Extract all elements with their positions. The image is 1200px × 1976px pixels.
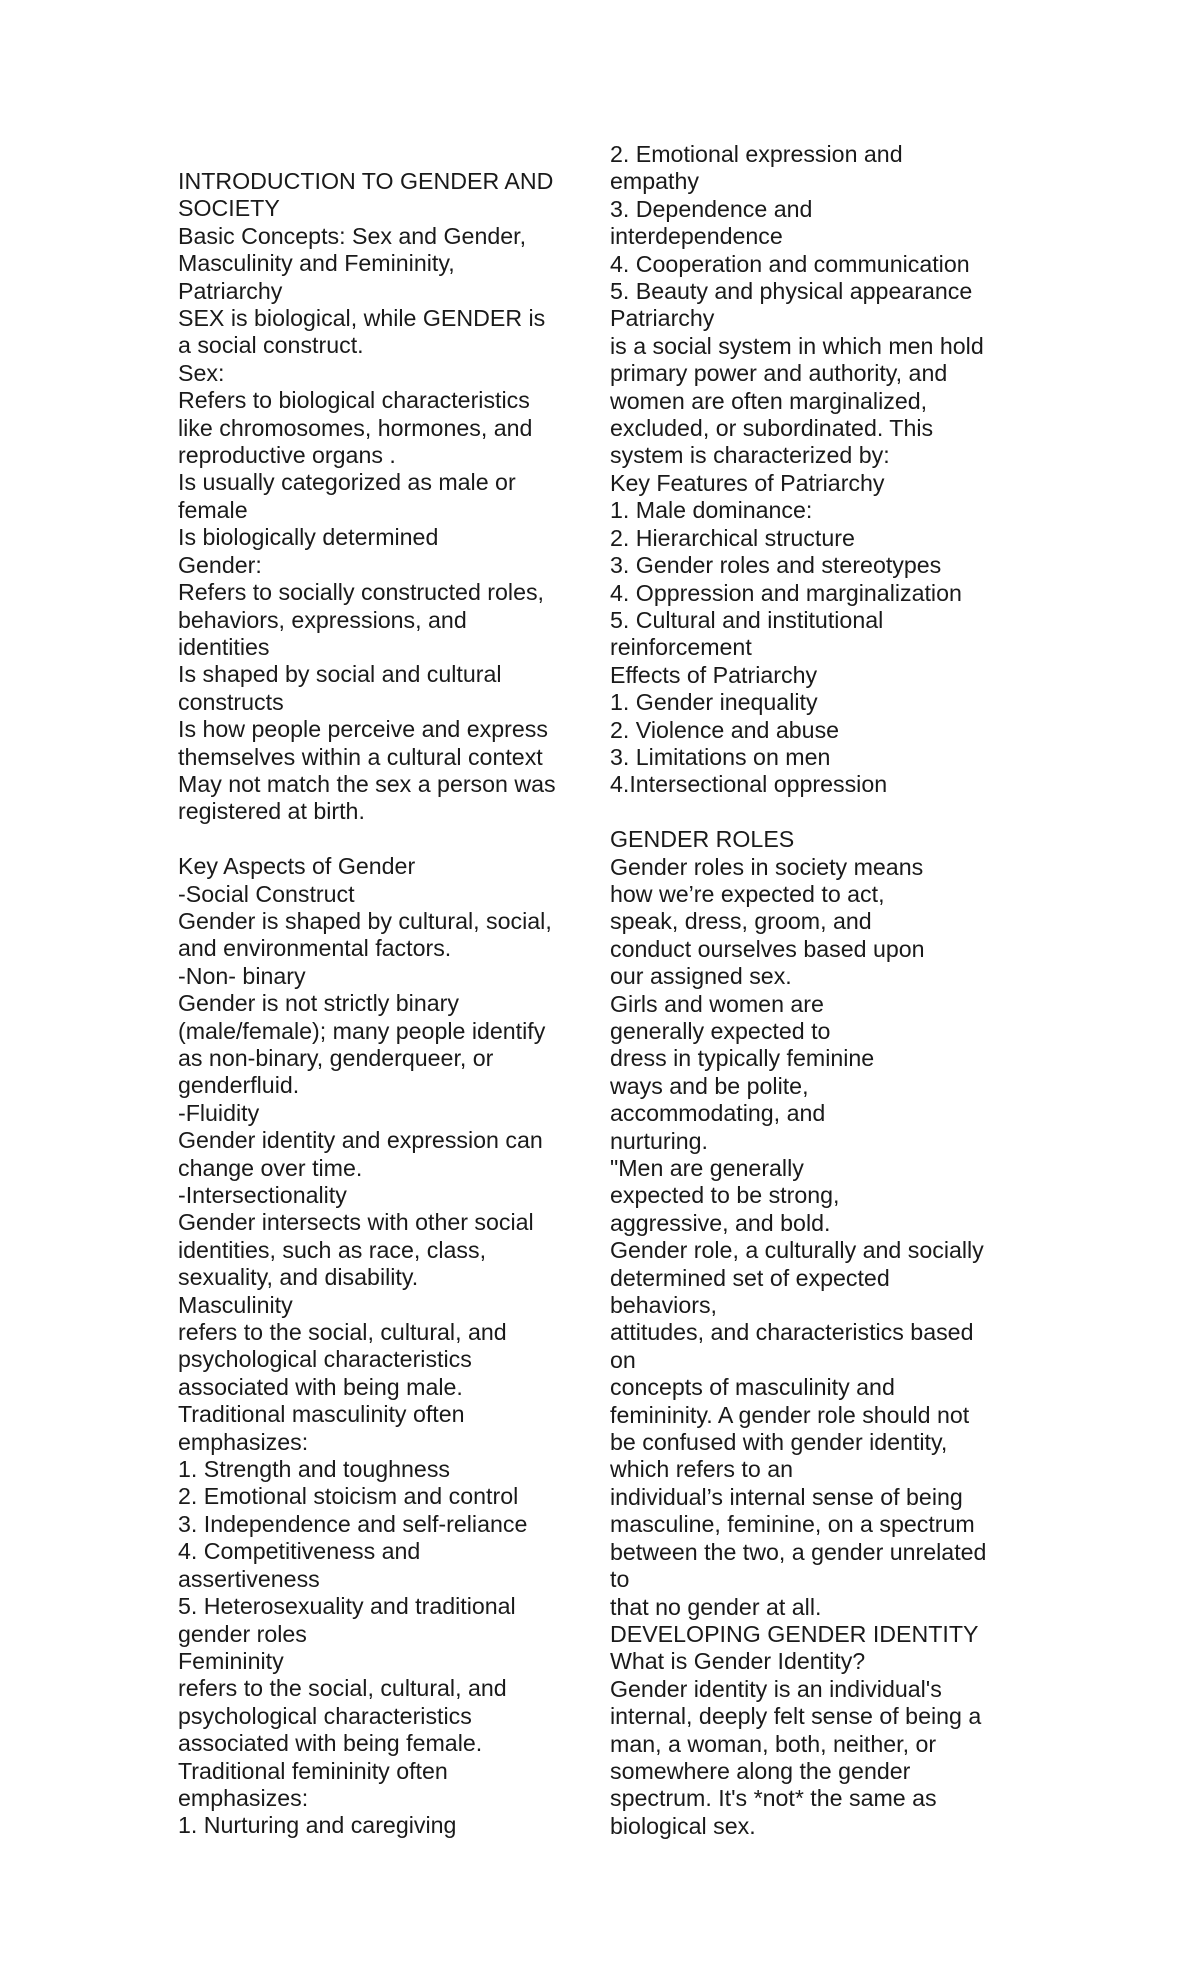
text-line: to (610, 1566, 630, 1593)
text-line: between the two, a gender unrelated (610, 1538, 987, 1565)
text-line: sexuality, and disability. (178, 1264, 419, 1291)
text-line: -Fluidity (178, 1099, 260, 1126)
text-line: Patriarchy (178, 277, 283, 304)
text-line: associated with being male. (178, 1373, 463, 1400)
text-line: Girls and women are (610, 990, 824, 1017)
text-line: SEX is biological, while GENDER is (178, 305, 546, 332)
text-line: What is Gender Identity? (610, 1648, 866, 1675)
text-line: primary power and authority, and (610, 360, 948, 387)
text-line: on (610, 1346, 636, 1373)
text-line: refers to the social, cultural, and (178, 1675, 507, 1702)
text-line: 1. Nurturing and caregiving (178, 1812, 457, 1839)
text-line: a social construct. (178, 332, 364, 359)
text-line: -Social Construct (178, 880, 355, 907)
text-line: 4. Cooperation and communication (610, 250, 970, 277)
text-line: emphasizes: (178, 1428, 309, 1455)
text-line: Masculinity and Femininity, (178, 250, 455, 277)
text-line: Is how people perceive and express (178, 716, 548, 743)
text-line: 4. Competitiveness and (178, 1538, 421, 1565)
text-line: excluded, or subordinated. This (610, 415, 934, 442)
text-line: reinforcement (610, 634, 752, 661)
text-line: genderfluid. (178, 1072, 300, 1099)
text-line: 2. Hierarchical structure (610, 524, 855, 551)
text-line: conduct ourselves based upon (610, 935, 925, 962)
text-line: Gender intersects with other social (178, 1209, 534, 1236)
right-text-column (610, 141, 1020, 1840)
text-line: Key Features of Patriarchy (610, 469, 885, 496)
text-line: Patriarchy (610, 305, 715, 332)
text-line: Key Aspects of Gender (178, 853, 416, 880)
text-line: empathy (610, 168, 699, 195)
text-line: identities (178, 633, 270, 660)
text-line: attitudes, and characteristics based (610, 1319, 974, 1346)
text-line: 2. Emotional stoicism and control (178, 1483, 519, 1510)
text-line: psychological characteristics (178, 1702, 472, 1729)
text-line: 1. Gender inequality (610, 689, 818, 716)
text-line: constructs (178, 688, 284, 715)
text-line: generally expected to (610, 1017, 831, 1044)
text-line (610, 799, 1020, 826)
text-line: May not match the sex a person was (178, 770, 556, 797)
text-line: that no gender at all. (610, 1593, 822, 1620)
text-line: GENDER ROLES (610, 826, 795, 853)
text-line: 3. Gender roles and stereotypes (610, 552, 942, 579)
text-line: female (178, 496, 248, 523)
text-line: INTRODUCTION TO GENDER AND (178, 168, 554, 194)
text-line: as non-binary, genderqueer, or (178, 1044, 494, 1071)
text-line: behaviors, expressions, and (178, 606, 467, 633)
text-line: man, a woman, both, neither, or (610, 1730, 937, 1757)
text-line: Gender identity and expression can (178, 1127, 543, 1154)
text-line: which refers to an (610, 1456, 794, 1483)
text-line: (male/female); many people identify (178, 1017, 546, 1044)
text-line: 5. Cultural and institutional (610, 606, 884, 633)
text-line: interdependence (610, 223, 783, 250)
text-line: Basic Concepts: Sex and Gender, (178, 222, 527, 249)
text-line: Effects of Patriarchy (610, 661, 818, 688)
text-line: Traditional femininity often (178, 1757, 448, 1784)
text-line: Masculinity (178, 1291, 293, 1318)
text-line: expected to be strong, (610, 1182, 840, 1209)
text-line: 5. Beauty and physical appearance (610, 278, 973, 305)
text-line: speak, dress, groom, and (610, 908, 872, 935)
text-line: Traditional masculinity often (178, 1401, 465, 1428)
text-line: spectrum. It's *not* the same as (610, 1785, 937, 1812)
text-line: ways and be polite, (610, 1072, 809, 1099)
text-line: dress in typically feminine (610, 1045, 875, 1072)
text-line: femininity. A gender role should not (610, 1401, 970, 1428)
text-line: biological sex. (610, 1812, 756, 1839)
text-line: Is usually categorized as male or (178, 469, 516, 496)
text-line: gender roles (178, 1620, 307, 1647)
text-line: 3. Independence and self-reliance (178, 1510, 528, 1537)
text-line: 1. Male dominance: (610, 497, 813, 524)
text-line: masculine, feminine, on a spectrum (610, 1511, 975, 1538)
text-line: -Intersectionality (178, 1182, 347, 1209)
text-line: -Non- binary (178, 962, 306, 989)
text-line (178, 826, 588, 853)
text-line: concepts of masculinity and (610, 1374, 895, 1401)
text-line: internal, deeply felt sense of being a (610, 1703, 982, 1730)
text-line: is a social system in which men hold (610, 332, 984, 359)
text-line: 4. Oppression and marginalization (610, 579, 962, 606)
text-line: Gender is shaped by cultural, social, (178, 907, 552, 934)
text-line: Gender: (178, 551, 262, 578)
text-line: our assigned sex. (610, 963, 792, 990)
text-line: behaviors, (610, 1292, 717, 1319)
text-line: 2. Emotional expression and (610, 141, 903, 167)
text-line: identities, such as race, class, (178, 1236, 487, 1263)
text-line: themselves within a cultural context (178, 743, 543, 770)
text-line: 3. Limitations on men (610, 743, 831, 770)
text-line: Gender is not strictly binary (178, 990, 459, 1017)
text-line: registered at birth. (178, 798, 365, 825)
text-line: assertiveness (178, 1565, 320, 1592)
text-line: 4.Intersectional oppression (610, 771, 888, 798)
text-line: Gender role, a culturally and socially (610, 1237, 984, 1264)
text-line: refers to the social, cultural, and (178, 1319, 507, 1346)
text-line: aggressive, and bold. (610, 1209, 831, 1236)
text-line: psychological characteristics (178, 1346, 472, 1373)
text-line: SOCIETY (178, 195, 280, 222)
text-line: Refers to socially constructed roles, (178, 579, 544, 606)
text-line: and environmental factors. (178, 935, 452, 962)
text-line: system is characterized by: (610, 442, 890, 469)
text-line: reproductive organs . (178, 442, 396, 469)
left-text-column (178, 168, 588, 1840)
text-line: determined set of expected (610, 1264, 890, 1291)
text-line: 1. Strength and toughness (178, 1456, 451, 1483)
text-line: 5. Heterosexuality and traditional (178, 1593, 516, 1620)
text-line: Gender roles in society means (610, 853, 924, 880)
text-line: be confused with gender identity, (610, 1429, 948, 1456)
text-line: nurturing. (610, 1127, 708, 1154)
text-line: Gender identity is an individual's (610, 1675, 942, 1702)
text-line: 3. Dependence and (610, 195, 813, 222)
text-line: individual’s internal sense of being (610, 1483, 963, 1510)
text-line: 2. Violence and abuse (610, 716, 840, 743)
text-line: emphasizes: (178, 1784, 309, 1811)
text-line: Is biologically determined (178, 524, 439, 551)
text-line: like chromosomes, hormones, and (178, 414, 533, 441)
text-line: how we’re expected to act, (610, 880, 885, 907)
text-line: Sex: (178, 359, 225, 386)
text-line: DEVELOPING GENDER IDENTITY (610, 1620, 979, 1647)
text-line: accommodating, and (610, 1100, 826, 1127)
text-line: Femininity (178, 1647, 284, 1674)
text-line: somewhere along the gender (610, 1757, 911, 1784)
text-line: Refers to biological characteristics (178, 387, 530, 414)
text-line: change over time. (178, 1154, 363, 1181)
text-line: women are often marginalized, (610, 387, 928, 414)
text-line: Is shaped by social and cultural (178, 661, 502, 688)
text-line: associated with being female. (178, 1730, 483, 1757)
text-line: "Men are generally (610, 1155, 804, 1182)
